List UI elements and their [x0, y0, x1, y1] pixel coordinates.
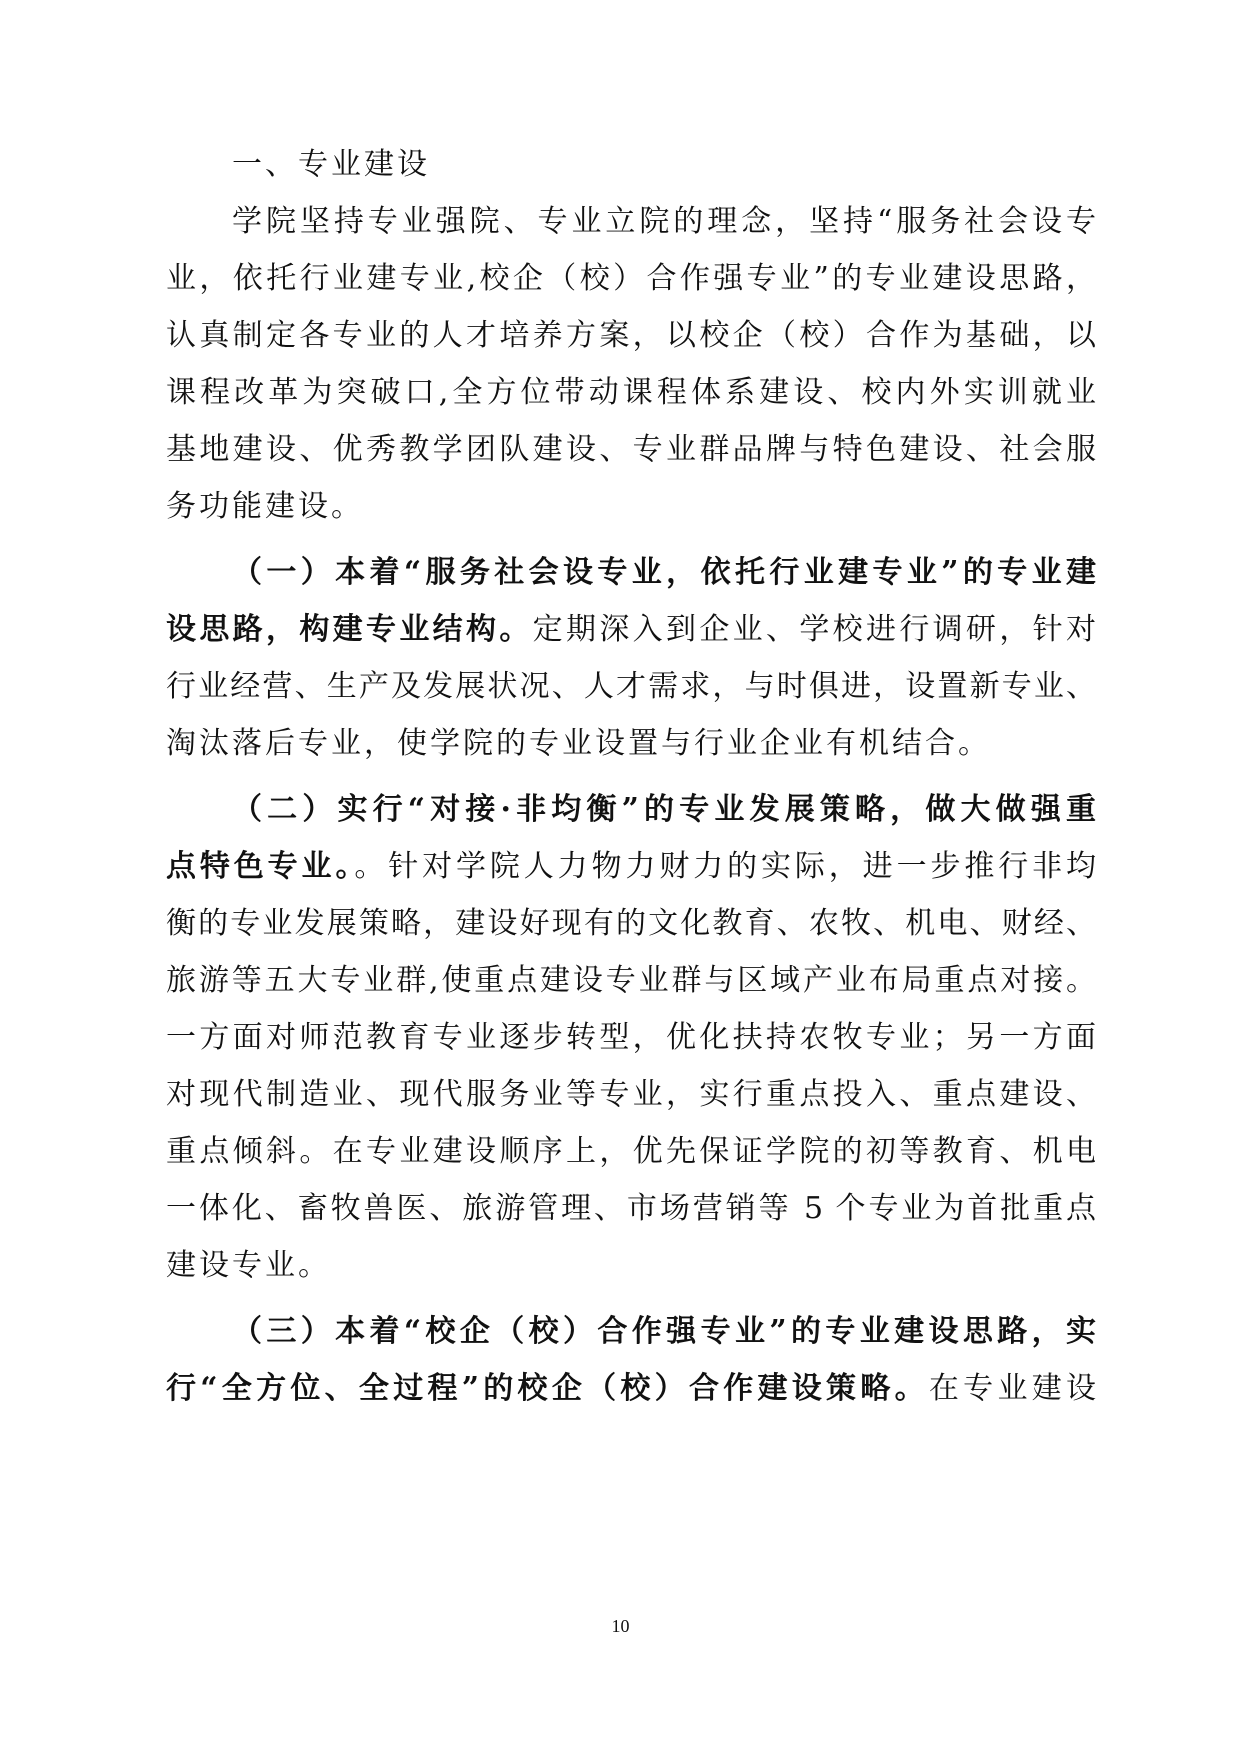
item2-text: 。针对学院人力物力财力的实际，进一步推行非均: [354, 849, 1097, 884]
item1-line: 行业经营、生产及发展状况、人才需求，与时俱进，设置新专业、: [166, 669, 1096, 704]
item2-line: 对现代制造业、现代服务业等专业，实行重点投入、重点建设、: [166, 1077, 1096, 1112]
item2-line: 衡的专业发展策略，建设好现有的文化教育、农牧、机电、财经、: [166, 906, 1096, 941]
item1-heading-line: （一）本着“服务社会设专业，依托行业建专业”的专业建: [232, 555, 1096, 590]
item1-heading-tail: 设思路，构建专业结构。: [166, 612, 533, 647]
item2-line: [166, 845, 1096, 889]
item2-line: 一体化、畜牧兽医、旅游管理、市场营销等 5 个专业为首批重点: [166, 1191, 1096, 1226]
item2-line: 重点倾斜。在专业建设顺序上，优先保证学院的初等教育、机电: [166, 1134, 1096, 1169]
item1-line: [166, 608, 1096, 652]
item2-heading-tail: 点特色专业。: [166, 849, 355, 884]
item2-line: 旅游等五大专业群,使重点建设专业群与区域产业布局重点对接。: [166, 963, 1096, 998]
section-heading: 一、专业建设: [232, 147, 430, 182]
item1-line: 淘汰落后专业，使学院的专业设置与行业企业有机结合。: [166, 726, 991, 761]
item2-line: 建设专业。: [166, 1248, 331, 1283]
item3-heading-tail: 行“全方位、全过程”的校企（校）合作建设策略。: [166, 1371, 929, 1406]
intro-line: 基地建设、优秀教学团队建设、专业群品牌与特色建设、社会服: [166, 432, 1096, 467]
intro-line: 务功能建设。: [166, 489, 364, 524]
item2-heading-line: （二）实行“对接·非均衡”的专业发展策略，做大做强重: [232, 792, 1096, 827]
item2-line: 一方面对师范教育专业逐步转型，优化扶持农牧专业；另一方面: [166, 1020, 1096, 1055]
intro-line: 认真制定各专业的人才培养方案，以校企（校）合作为基础，以: [166, 318, 1096, 353]
item3-text: 在专业建设: [928, 1371, 1096, 1406]
item3-line: [166, 1367, 1096, 1411]
intro-line: 学院坚持专业强院、专业立院的理念，坚持“服务社会设专: [232, 204, 1096, 239]
item1-text: 定期深入到企业、学校进行调研，针对: [532, 612, 1097, 647]
intro-line: 业，依托行业建专业,校企（校）合作强专业”的专业建设思路，: [166, 261, 1096, 296]
intro-line: 课程改革为突破口,全方位带动课程体系建设、校内外实训就业: [166, 375, 1096, 410]
item3-heading-line: （三）本着“校企（校）合作强专业”的专业建设思路，实: [232, 1314, 1096, 1349]
page-number: 10: [611, 1616, 630, 1636]
